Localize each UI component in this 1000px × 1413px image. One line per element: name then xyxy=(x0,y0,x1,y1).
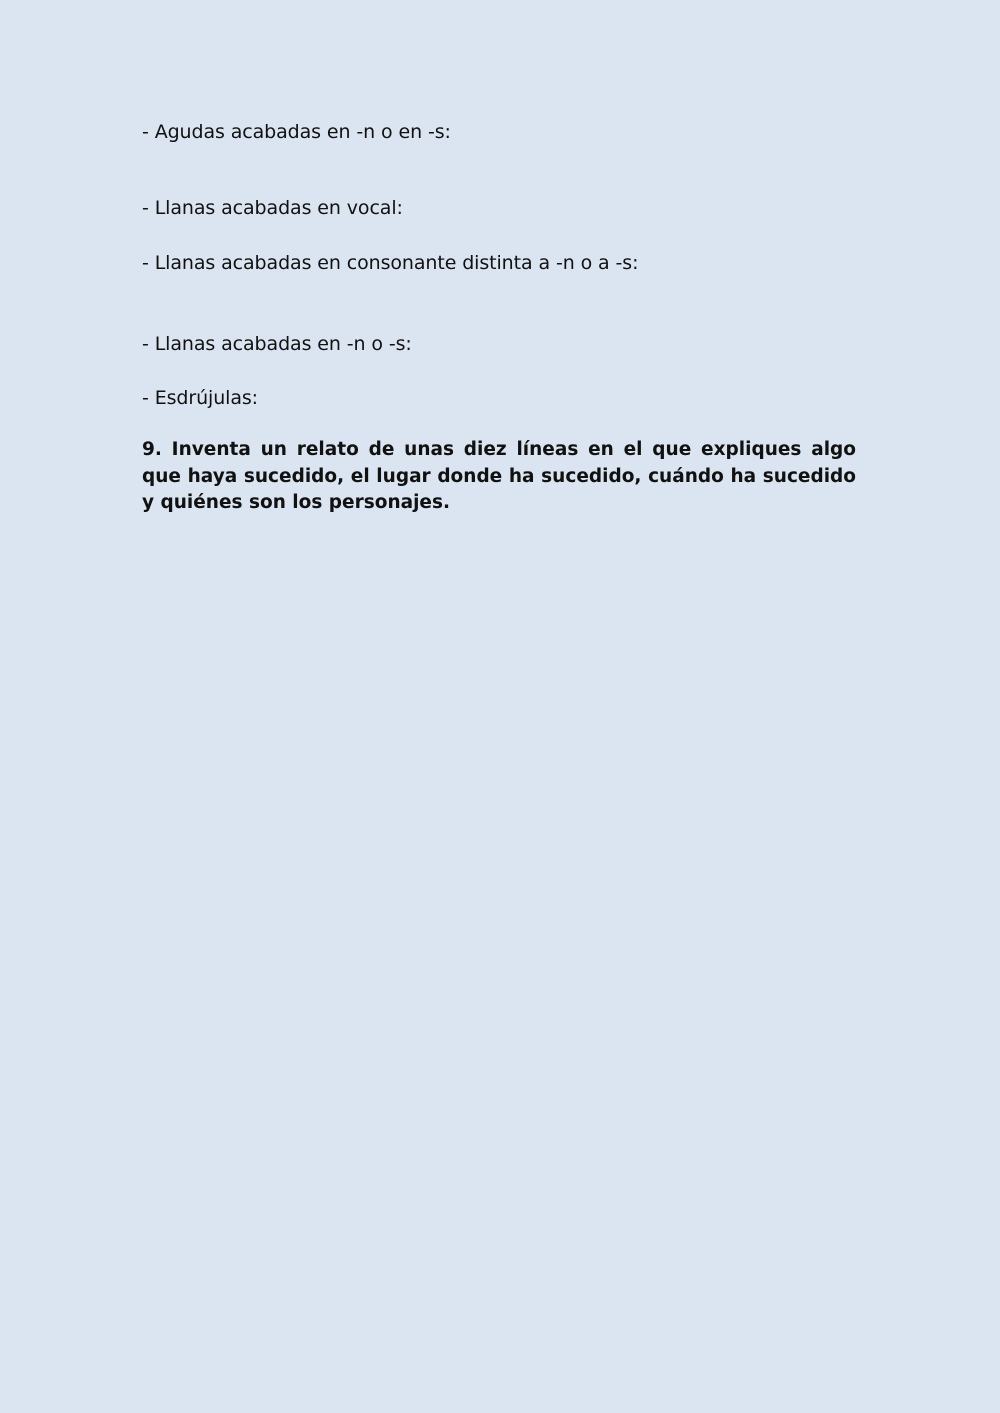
item-esdrujulas: - Esdrújulas: xyxy=(142,387,258,409)
item-llanas-consonante: - Llanas acabadas en consonante distinta a -n o a -s: xyxy=(142,252,639,274)
item-llanas-n-s: - Llanas acabadas en -n o -s: xyxy=(142,333,412,355)
item-llanas-vocal: - Llanas acabadas en vocal: xyxy=(142,197,403,219)
item-agudas-n-s: - Agudas acabadas en -n o en -s: xyxy=(142,121,451,143)
question-9: 9. Inventa un relato de unas diez líneas en el que expliques algo que haya sucedido, el lugar donde ha sucedido, cuándo ha sucedido y quiénes son los personajes. xyxy=(142,439,856,513)
